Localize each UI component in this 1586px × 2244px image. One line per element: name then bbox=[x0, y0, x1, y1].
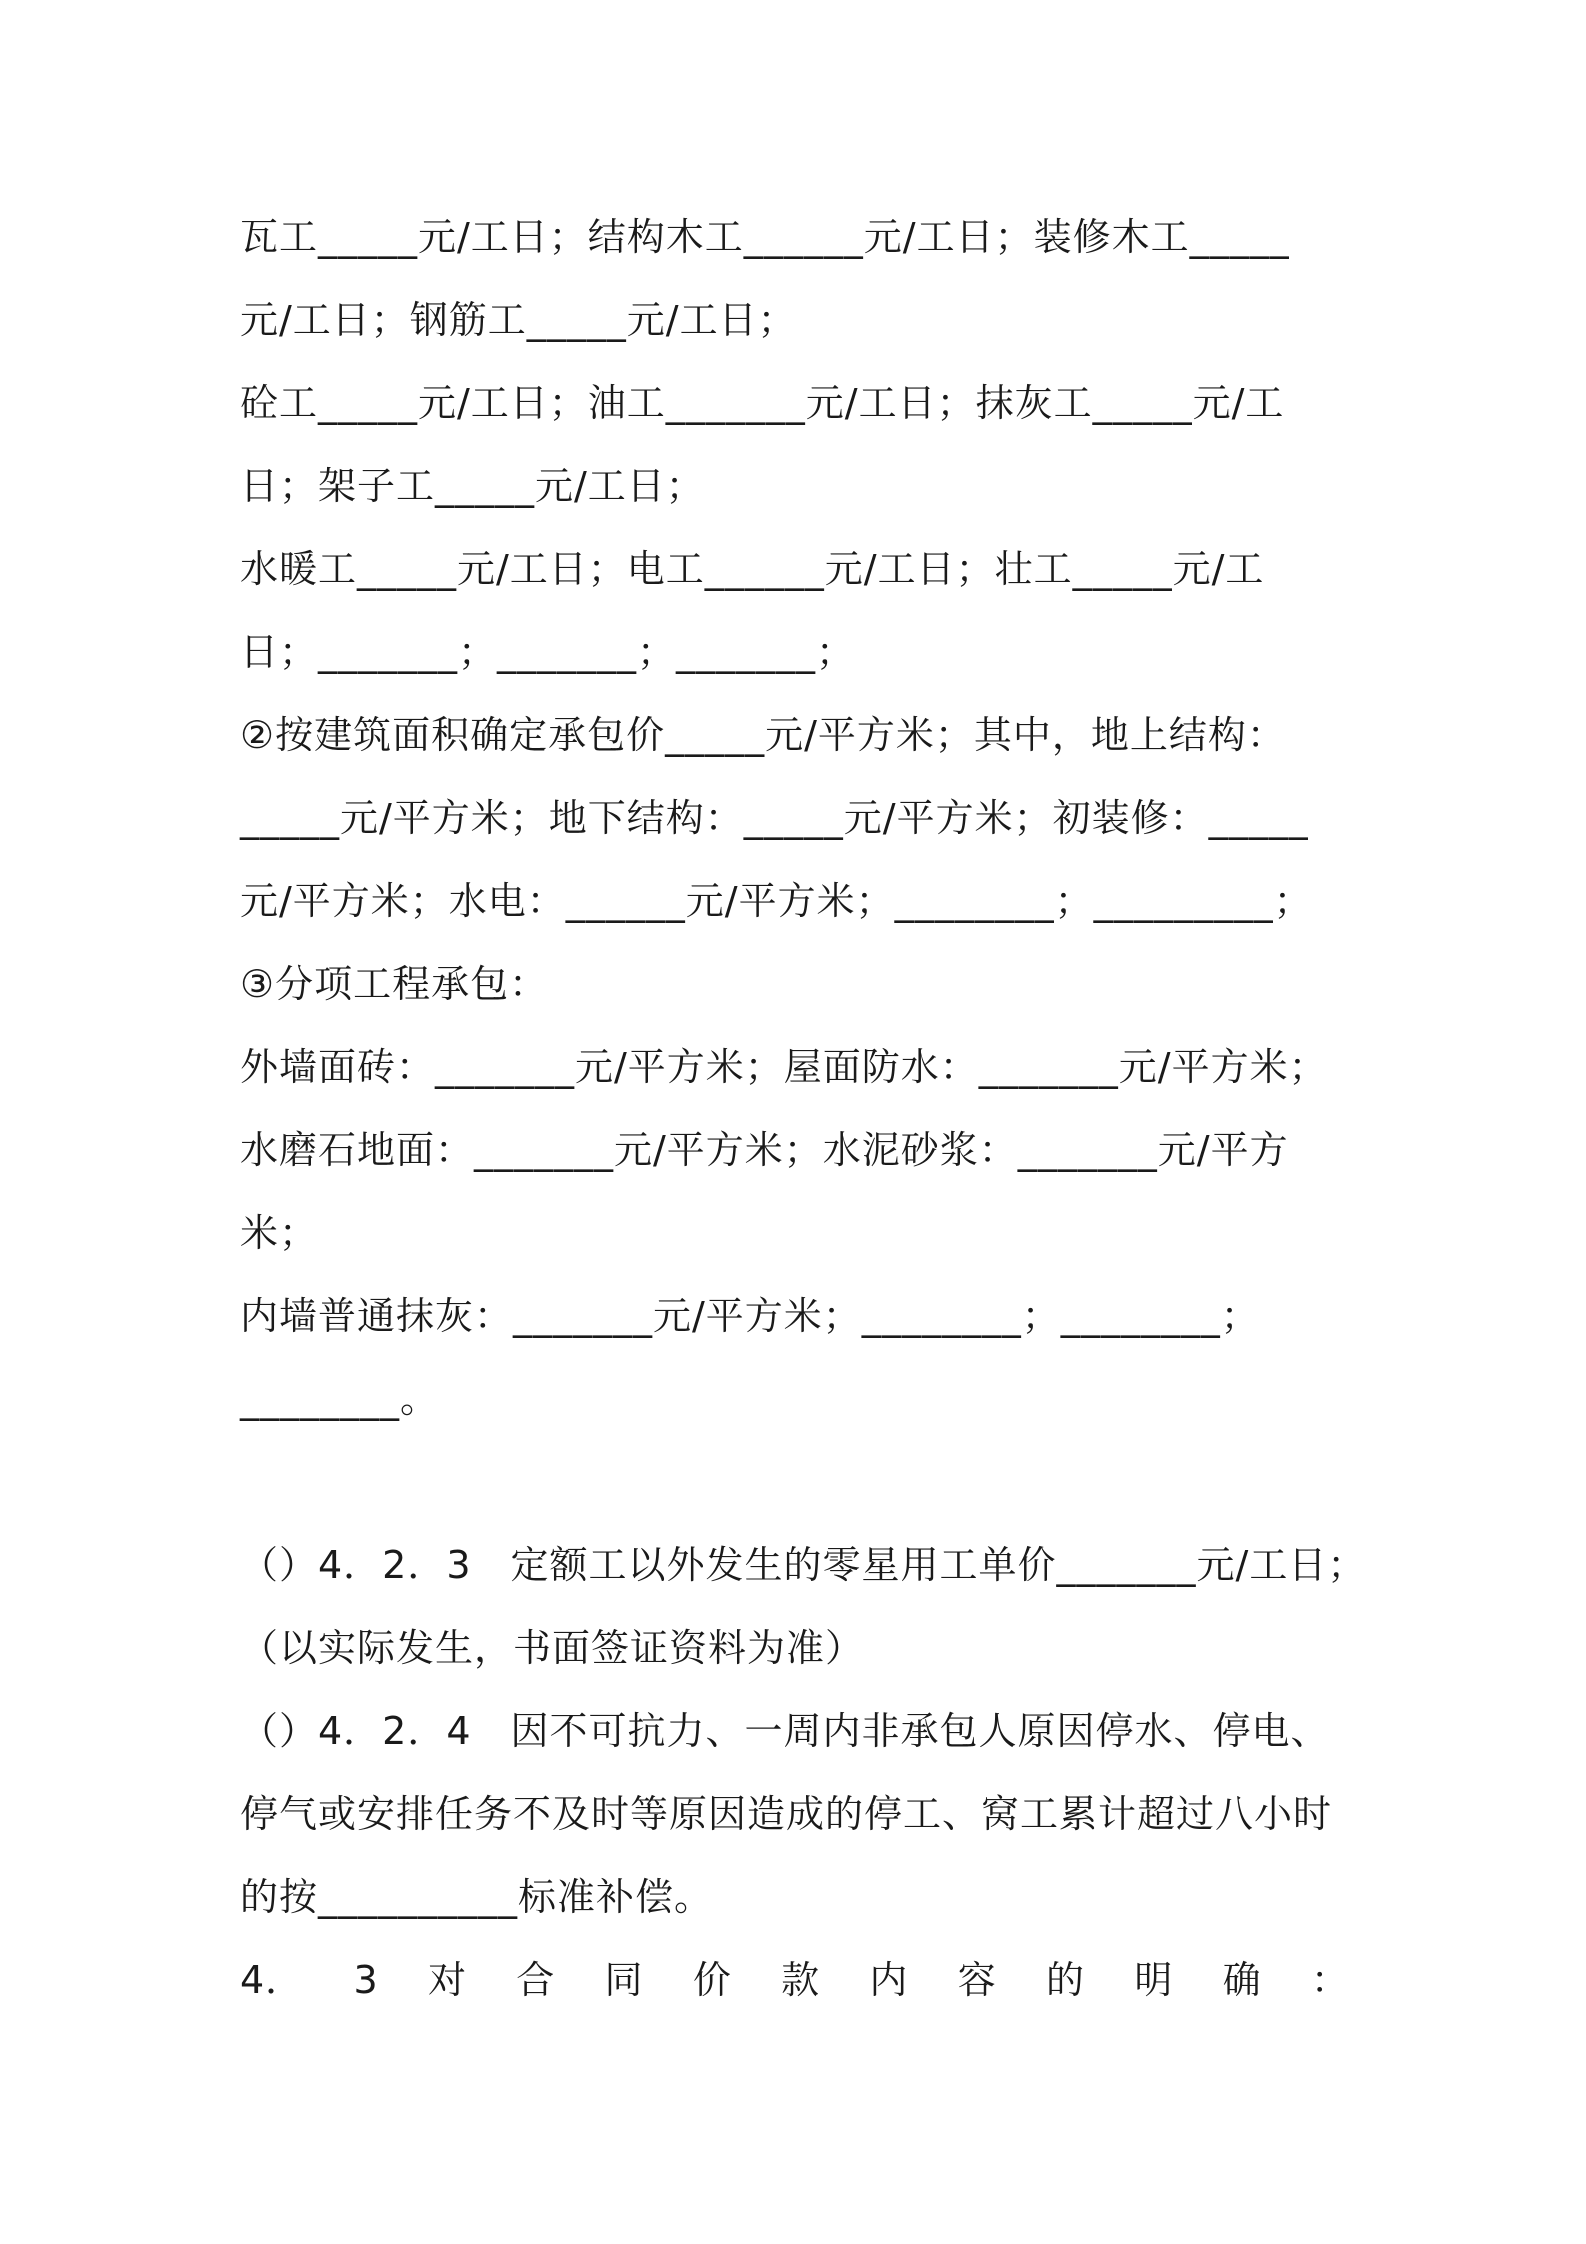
heading-char: 明 bbox=[1134, 1958, 1174, 2002]
text-line: （）4．2．3 定额工以外发生的零星用工单价_______元/工日； bbox=[240, 1543, 1367, 1587]
text-line: 瓦工_____元/工日；结构木工______元/工日；装修木工_____ bbox=[240, 215, 1290, 259]
heading-char: 同 bbox=[604, 1958, 644, 2002]
heading-char: 合 bbox=[516, 1958, 556, 2002]
text-line: 水磨石地面：_______元/平方米；水泥砂浆：_______元/平方 bbox=[240, 1128, 1289, 1172]
heading-char: ： bbox=[1310, 1958, 1350, 2002]
text-line: 水暖工_____元/工日；电工______元/工日；壮工_____元/工 bbox=[240, 547, 1265, 591]
heading-char: 容 bbox=[957, 1958, 997, 2002]
text-line: 日；_______；_______；_______； bbox=[240, 630, 856, 674]
text-line: 停气或安排任务不及时等原因造成的停工、窝工累计超过八小时 bbox=[240, 1792, 1333, 1836]
text-line: _____元/平方米；地下结构：_____元/平方米；初装修：_____ bbox=[240, 796, 1309, 840]
heading-char: 4． bbox=[240, 1958, 305, 2002]
text-line: （以实际发生，书面签证资料为准） bbox=[240, 1626, 865, 1670]
text-line: 砼工_____元/工日；油工_______元/工日；抹灰工_____元/工 bbox=[240, 381, 1285, 425]
heading-char: 的 bbox=[1046, 1958, 1086, 2002]
text-line: ③分项工程承包： bbox=[240, 962, 549, 1006]
paragraph-gap bbox=[240, 1441, 1380, 1524]
heading-char: 确 bbox=[1222, 1958, 1262, 2002]
heading-char: 内 bbox=[869, 1958, 909, 2002]
heading-char: 对 bbox=[427, 1958, 467, 2002]
text-line: 米； bbox=[240, 1211, 319, 1255]
text-line: ②按建筑面积确定承包价_____元/平方米；其中，地上结构： bbox=[240, 713, 1286, 757]
text-line: 元/工日；钢筋工_____元/工日； bbox=[240, 298, 797, 342]
text-line: 日；架子工_____元/工日； bbox=[240, 464, 705, 508]
text-line: ________。 bbox=[240, 1377, 440, 1421]
heading-char: 价 bbox=[692, 1958, 732, 2002]
document-body bbox=[240, 196, 1380, 2022]
heading-char: 3 bbox=[353, 1958, 379, 2002]
heading-char: 款 bbox=[781, 1958, 821, 2002]
text-line: 的按__________标准补偿。 bbox=[240, 1875, 714, 1919]
text-line: 内墙普通抹灰：_______元/平方米；________；________； bbox=[240, 1294, 1260, 1338]
text-line: 外墙面砖：_______元/平方米；屋面防水：_______元/平方米； bbox=[240, 1045, 1328, 1089]
text-line: 元/平方米；水电：______元/平方米；________；_________； bbox=[240, 879, 1313, 923]
text-line: （）4．2．4 因不可抗力、一周内非承包人原因停水、停电、 bbox=[240, 1709, 1330, 1753]
section-heading-4-3 bbox=[240, 1939, 1350, 2022]
